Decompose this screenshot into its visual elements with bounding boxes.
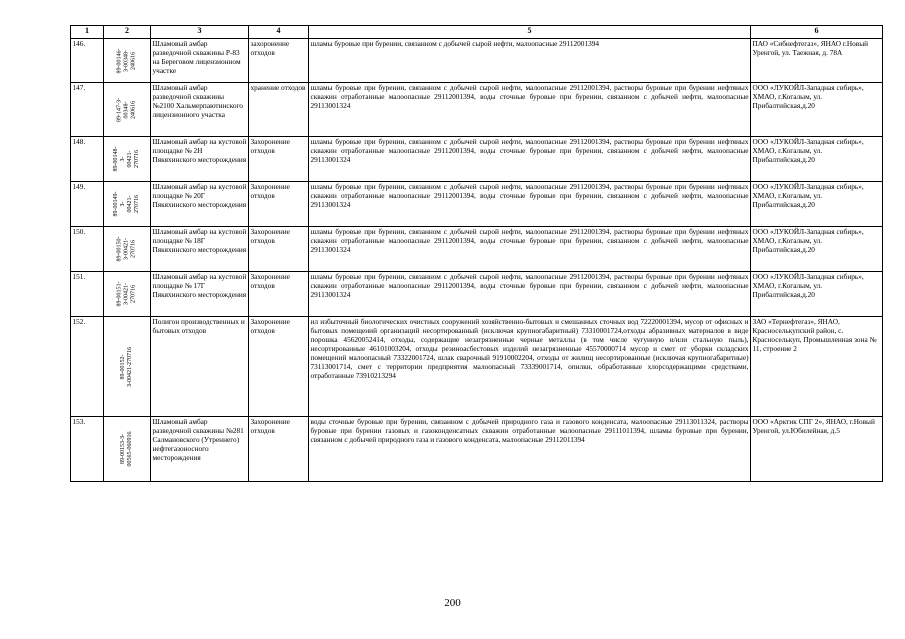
header-col-4: 4 bbox=[249, 26, 309, 39]
facility-name: Шламовый амбар разведочной скважины №2100 Хальмерпаютинского лицензионного участка bbox=[151, 83, 249, 137]
facility-owner: ЗАО «Тернефтегаз», ЯНАО, Красноселькупский район, с. Красноселькуп, Промышленная зона № 11, строение 2 bbox=[751, 317, 883, 417]
facility-owner: ООО «ЛУКОЙЛ-Западная сибирь», ХМАО, г.Когалым, ул. Прибалтийская,д.20 bbox=[751, 83, 883, 137]
facility-owner: ООО «ЛУКОЙЛ-Западная сибирь», ХМАО, г.Когалым, ул. Прибалтийская,д.20 bbox=[751, 272, 883, 317]
facility-name: Полигон производственных и бытовых отходов bbox=[151, 317, 249, 417]
row-number: 152. bbox=[71, 317, 104, 417]
registry-code-cell bbox=[104, 272, 151, 317]
registry-code-cell bbox=[104, 417, 151, 482]
facility-owner: ООО «Арктик СПГ 2», ЯНАО, г.Новый Уренгой, ул.Юбилейная, д.5 bbox=[751, 417, 883, 482]
row-number: 151. bbox=[71, 272, 104, 317]
registry-code: 89-00150- З-00421- 270716 bbox=[116, 236, 137, 262]
row-number: 149. bbox=[71, 182, 104, 227]
registry-code-cell bbox=[104, 227, 151, 272]
registry-code-cell bbox=[104, 317, 151, 417]
facility-purpose: Захоронение отходов bbox=[249, 182, 309, 227]
facility-name: Шламовый амбар на кустовой площадке № 17Г Пякяхинского месторождения bbox=[151, 272, 249, 317]
row-number: 146. bbox=[71, 39, 104, 83]
facility-name: Шламовый амбар разведочной скважины Р-83 на Береговом лицензионном участке bbox=[151, 39, 249, 83]
table-row bbox=[71, 182, 883, 227]
row-number: 153. bbox=[71, 417, 104, 482]
registry-code: 89-00148- З- 00421- 270716 bbox=[113, 146, 140, 172]
table-row bbox=[71, 317, 883, 417]
waste-types: шламы буровые при бурении, связанном с добычей сырой нефти, малоопасные 29112001394, растворы буровые при бурении нефтяных скважин отработанные малоопасные 29112001394, воды сточные буровые при бурении, связанном с добычей нефти, малоопасные 29113001324 bbox=[309, 227, 751, 272]
row-number: 148. bbox=[71, 137, 104, 182]
facility-purpose: Захоронение отходов bbox=[249, 137, 309, 182]
registry-code: 89-147-З- 00348- 240616 bbox=[116, 97, 137, 122]
facility-purpose: захоронение отходов bbox=[249, 39, 309, 83]
page-number: 200 bbox=[444, 597, 461, 609]
table-row bbox=[71, 227, 883, 272]
facility-owner: ООО «ЛУКОЙЛ-Западная сибирь», ХМАО, г.Когалым, ул. Прибалтийская,д.20 bbox=[751, 182, 883, 227]
header-col-1: 1 bbox=[71, 26, 104, 39]
registry-code-cell bbox=[104, 137, 151, 182]
row-number: 150. bbox=[71, 227, 104, 272]
header-col-3: 3 bbox=[151, 26, 249, 39]
facility-purpose: Захоронение отходов bbox=[249, 317, 309, 417]
table-row bbox=[71, 137, 883, 182]
facility-name: Шламовый амбар на кустовой площадке № 2Н Пякяхинского месторождения bbox=[151, 137, 249, 182]
table-header-row bbox=[71, 26, 883, 39]
header-col-6: 6 bbox=[751, 26, 883, 39]
table-row bbox=[71, 272, 883, 317]
registry-code-cell bbox=[104, 182, 151, 227]
registry-code: 89-00153-З- 00565-060916 bbox=[120, 431, 133, 467]
waste-types: шламы буровые при бурении, связанном с добычей сырой нефти, малоопасные 29112001394, растворы буровые при бурении нефтяных скважин отработанные малоопасные 29112001394, воды сточные буровые при бурении, связанном с добычей нефти, малоопасные 29113001324 bbox=[309, 137, 751, 182]
facility-owner: ООО «ЛУКОЙЛ-Западная сибирь», ХМАО, г.Когалым, ул. Прибалтийская,д.20 bbox=[751, 137, 883, 182]
waste-types: воды сточные буровые при бурении, связанном с добычей природного газа и газового конденсата, малоопасные 29113011324, растворы буровые при бурении газовых и газоконденсатных скважин отработанные малоопасные 29111011394, шламы буровые при бурении, связанном с добычей природного газа и газового конденсата, малоопасные 29112011394 bbox=[309, 417, 751, 482]
table-row bbox=[71, 83, 883, 137]
header-col-5: 5 bbox=[309, 26, 751, 39]
waste-types: ил избыточный биологических очистных сооружений хозяйственно-бытовых и смешанных сточных вод 72220001394, мусор от офисных и бытовых помещений организаций несортированный (исключая крупногабаритный) 73310001724,отходы абразивных материалов в виде порошка 45620052414, отходы, содержащие незагрязненные черные металлы (в том числе чугунную и/или стальную пыль), несортированные 46101003204, отходы резиноасбестовых изделий незагрязненные 45570000714 мусор и смет от уборки складских помещений малоопасный 73322001724, шлак сварочный 91910002204, отходы от жилищ несортированные (исключая крупногабаритные) 73113001714, смет с территории предприятия малоопасный 73339001714, опилки, обработанные хлорсодержащими средствами, отработанные 73910213294 bbox=[309, 317, 751, 417]
facility-name: Шламовый амбар разведочной скважины №281 Салмановского (Утреннего) нефтегазоносного месторождения bbox=[151, 417, 249, 482]
facility-owner: ПАО «Сибнефтегаз», ЯНАО г.Новый Уренгой, ул. Таежная, д. 78А bbox=[751, 39, 883, 83]
registry-code-cell bbox=[104, 83, 151, 137]
waste-types: шламы буровые при бурении, связанном с добычей сырой нефти, малоопасные 29112001394, растворы буровые при бурении нефтяных скважин отработанные малоопасные 29112001394, воды сточные буровые при бурении, связанном с добычей нефти, малоопасные 29113001324 bbox=[309, 272, 751, 317]
registry-code-cell bbox=[104, 39, 151, 83]
facility-name: Шламовый амбар на кустовой площадке № 20Г Пякяхинского месторождения bbox=[151, 182, 249, 227]
header-col-2: 2 bbox=[104, 26, 151, 39]
waste-facilities-table bbox=[70, 25, 883, 482]
facility-owner: ООО «ЛУКОЙЛ-Западная сибирь», ХМАО, г.Когалым, ул. Прибалтийская,д.20 bbox=[751, 227, 883, 272]
facility-name: Шламовый амбар на кустовой площадке № 18Г Пякяхинского месторождения bbox=[151, 227, 249, 272]
registry-code: 89-00149- З- 00421- 270716 bbox=[113, 191, 140, 217]
row-number: 147. bbox=[71, 83, 104, 137]
facility-purpose: хранение отходов bbox=[249, 83, 309, 137]
table-row bbox=[71, 417, 883, 482]
facility-purpose: Захоронение отходов bbox=[249, 227, 309, 272]
table-row bbox=[71, 39, 883, 83]
waste-types: шламы буровые при бурении, связанном с добычей сырой нефти, малоопасные 29112001394 bbox=[309, 39, 751, 83]
waste-types: шламы буровые при бурении, связанном с добычей сырой нефти, малоопасные 29112001394, растворы буровые при бурении нефтяных скважин отработанные малоопасные 29112001394, воды сточные буровые при бурении, связанном с добычей нефти, малоопасные 29113001324 bbox=[309, 83, 751, 137]
waste-types: шламы буровые при бурении, связанном с добычей сырой нефти, малоопасные 29112001394, растворы буровые при бурении нефтяных скважин отработанные малоопасные 29112001394, воды сточные буровые при бурении, связанном с добычей нефти, малоопасные 29113001324 bbox=[309, 182, 751, 227]
facility-purpose: Захоронение отходов bbox=[249, 272, 309, 317]
registry-code: 89-00146- З-00348- 240616 bbox=[116, 48, 137, 73]
registry-code: 89-00151- З-00421- 270716 bbox=[116, 281, 137, 307]
facility-purpose: Захоронение отходов bbox=[249, 417, 309, 482]
registry-code: 89-00152- З-00421-270716 bbox=[120, 346, 133, 387]
